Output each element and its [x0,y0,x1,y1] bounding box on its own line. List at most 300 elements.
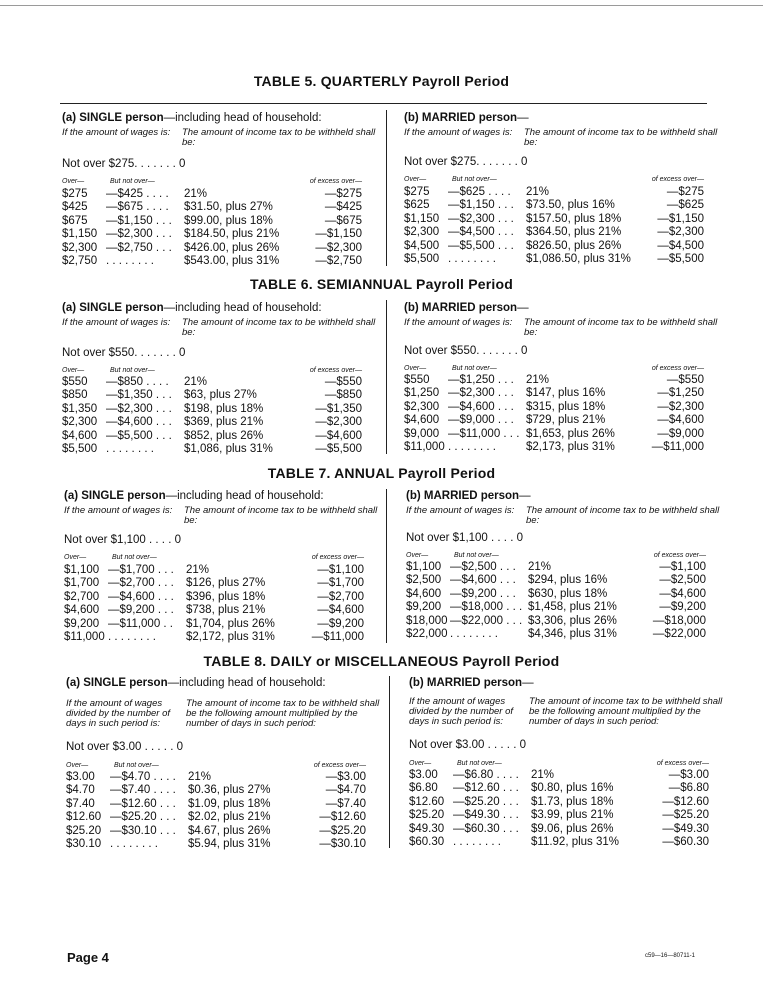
bracket-over: $675 [62,214,88,227]
table-row [404,374,704,387]
but-not-over-subheader: But not over— [452,176,497,183]
bracket-over: $1,350 [62,402,98,415]
bracket-tax: $2,172, plus 31% [186,630,275,643]
bracket-excess-over: —$49.30 [662,822,709,835]
bracket-excess-over: —$625 [666,199,704,212]
bracket-over: $60.30 [409,835,445,848]
bracket-over: $25.20 [66,824,102,837]
bracket-but-not-over: —$1,700 . . . [108,564,174,576]
table-row [404,401,704,414]
bracket-but-not-over: —$60.30 . . . [453,822,519,835]
bracket-tax: $826.50, plus 26% [526,239,622,252]
bracket-over: $2,300 [404,400,440,413]
bracket-but-not-over: —$625 . . . . [448,186,511,198]
tax-column-header: The amount of income tax to be withheld shall be the following amount multiplied by the number of days in such period: [529,696,723,727]
tax-column-header: The amount of income tax to be withheld shall be: [182,317,376,338]
bracket-over: $49.30 [409,822,445,835]
bracket-but-not-over: —$2,300 . . . [106,228,172,241]
bracket-excess-over: —$2,300 [315,416,362,429]
bracket-rows [66,771,366,851]
bracket-excess-over: —$12.60 [319,811,366,824]
but-not-over-subheader: But not over— [457,760,502,767]
bracket-excess-over: —$550 [324,376,362,388]
over-subheader: Over— [62,178,85,185]
bracket-over: $22,000 [406,627,448,640]
section-label-suffix: — [519,490,531,502]
section-label: (b) MARRIED person [406,490,520,502]
bracket-tax: $2,173, plus 31% [526,440,615,453]
bracket-but-not-over: —$9,200 . . . [450,587,516,600]
section-label: (a) SINGLE person [66,677,168,689]
bracket-tax: 21% [526,374,550,386]
bracket-excess-over: —$5,500 [657,252,704,265]
tax-column-header: The amount of income tax to be withheld shall be: [524,317,718,338]
bracket-excess-over: —$2,700 [317,590,364,603]
bracket-tax: $738, plus 21% [186,604,266,617]
bracket-tax: $73.50, plus 16% [526,199,615,212]
bracket-excess-over: —$4,500 [657,239,704,252]
bracket-over: $4,500 [404,239,440,252]
bracket-tax: $1.73, plus 18% [531,795,614,808]
section-label: (a) SINGLE person [62,112,164,124]
bracket-excess-over: —$25.20 [662,809,709,822]
bracket-tax: $1,086.50, plus 31% [526,252,631,265]
bracket-but-not-over: —$675 . . . . [106,201,169,214]
bracket-over: $5,500 [404,252,440,265]
bracket-over: $1,250 [404,387,440,400]
bracket-tax: $0.36, plus 27% [188,784,271,797]
table-row [62,228,362,241]
bracket-but-not-over: —$2,700 . . . [108,577,174,590]
table-row [66,825,366,838]
table-row [409,836,709,849]
table-row [64,564,364,577]
bracket-but-not-over: —$2,300 . . . [448,387,514,400]
excess-over-subheader: of excess over— [311,554,364,561]
bracket-tax: $1,704, plus 26% [186,617,275,630]
but-not-over-subheader: But not over— [454,552,499,559]
not-over-line: Not over $1,100 . . . . 0 [64,534,181,546]
over-subheader: Over— [404,365,427,372]
bracket-excess-over: —$4,600 [315,429,362,442]
table-row [404,387,704,400]
bracket-over: $850 [62,389,88,402]
table-row [62,430,362,443]
bracket-tax: $364.50, plus 21% [526,226,622,239]
column-divider [386,110,387,266]
bracket-over: $2,300 [62,241,98,254]
table-row [62,376,362,389]
bracket-tax: 21% [184,188,208,200]
table-row [406,615,706,628]
wages-column-header: If the amount of wages is: [62,127,171,138]
bracket-but-not-over: —$4.70 . . . . [110,771,176,783]
table-title: TABLE 6. SEMIANNUAL Payroll Period [250,276,513,292]
bracket-tax: $294, plus 16% [528,574,608,587]
bracket-over: $625 [404,199,430,212]
bracket-over: $550 [404,374,430,386]
bracket-over: $7.40 [66,797,95,810]
bracket-excess-over: —$2,500 [659,574,706,587]
bracket-but-not-over: . . . . . . . . [453,835,501,848]
bracket-but-not-over: . . . . . . . . [448,440,496,453]
wages-column-header: If the amount of wages is: [406,505,515,516]
bracket-over: $12.60 [409,795,445,808]
bracket-excess-over: —$275 [666,186,704,198]
table-row [404,240,704,253]
bracket-excess-over: —$675 [324,214,362,227]
bracket-over: $2,300 [404,226,440,239]
bracket-excess-over: —$4,600 [659,587,706,600]
bracket-over: $6.80 [409,782,438,795]
section-label-suffix: —including head of household: [165,490,324,502]
wages-column-header: If the amount of wages is: [62,317,171,328]
bracket-excess-over: —$5,500 [315,442,362,455]
bracket-excess-over: —$22,000 [652,627,706,640]
table-row [62,255,362,268]
bracket-excess-over: —$1,700 [317,577,364,590]
wages-column-header: If the amount of wages is: [404,317,513,328]
table-row [62,443,362,456]
bracket-tax: $543.00, plus 31% [184,254,280,267]
bracket-over: $18,000 [406,614,448,627]
bracket-tax: $63, plus 27% [184,389,257,402]
bracket-over: $5,500 [62,442,98,455]
table-row [406,601,706,614]
bracket-rows [404,374,704,454]
bracket-rows [409,769,709,849]
bracket-but-not-over: —$1,250 . . . [448,374,514,386]
bracket-tax: $126, plus 27% [186,577,266,590]
over-subheader: Over— [64,554,87,561]
table-row [409,782,709,795]
bracket-tax: $1,086, plus 31% [184,442,273,455]
bracket-but-not-over: —$4,600 . . . [450,574,516,587]
table-row [62,389,362,402]
bracket-rows [404,186,704,266]
but-not-over-subheader: But not over— [112,554,157,561]
bracket-but-not-over: —$4,600 . . . [448,400,514,413]
bracket-but-not-over: —$1,350 . . . [106,389,172,402]
bracket-tax: $3.99, plus 21% [531,809,614,822]
not-over-line: Not over $550. . . . . . . 0 [404,345,528,357]
over-subheader: Over— [409,760,432,767]
bracket-over: $3.00 [66,771,95,783]
not-over-line: Not over $550. . . . . . . 0 [62,347,186,359]
bracket-excess-over: —$2,750 [315,254,362,267]
table-title: TABLE 7. ANNUAL Payroll Period [267,465,496,481]
bracket-over: $2,700 [64,590,100,603]
table-row [406,561,706,574]
not-over-line: Not over $1,100 . . . . 0 [406,532,523,544]
bracket-but-not-over: . . . . . . . . [450,627,498,640]
column-divider [389,676,390,848]
table-row [64,631,364,644]
bracket-but-not-over: —$4,600 . . . [108,590,174,603]
bracket-but-not-over: —$49.30 . . . [453,809,519,822]
bracket-but-not-over: —$11,000 . . [108,617,173,630]
page-number: Page 4 [67,950,109,965]
bracket-excess-over: —$1,100 [317,564,364,576]
bracket-tax: 21% [531,769,555,781]
bracket-excess-over: —$425 [324,201,362,214]
bracket-excess-over: —$2,300 [657,400,704,413]
bracket-tax: $852, plus 26% [184,429,264,442]
table-row [409,796,709,809]
bracket-but-not-over: —$1,150 . . . [106,214,172,227]
table-title: TABLE 5. QUARTERLY Payroll Period [253,73,510,89]
bracket-over: $275 [62,188,88,200]
section-label: (b) MARRIED person [409,677,523,689]
table-row [409,809,709,822]
bracket-but-not-over: —$2,500 . . . [450,561,516,573]
bracket-tax: $11.92, plus 31% [531,835,620,848]
bracket-excess-over: —$1,350 [315,402,362,415]
bracket-but-not-over: . . . . . . . . [106,254,154,267]
bracket-but-not-over: —$25.20 . . . [453,795,519,808]
but-not-over-subheader: But not over— [110,178,155,185]
bracket-but-not-over: —$22,000 . . . [450,614,523,627]
bracket-excess-over: —$2,300 [657,226,704,239]
bracket-but-not-over: —$9,000 . . . [448,414,514,427]
over-subheader: Over— [406,552,429,559]
bracket-tax: 21% [526,186,550,198]
table-row [64,591,364,604]
table-row [62,416,362,429]
bracket-excess-over: —$1,150 [315,228,362,241]
bracket-over: $9,000 [404,427,440,440]
bracket-tax: $2.02, plus 21% [188,811,271,824]
table-row [62,188,362,201]
bracket-tax: $1,653, plus 26% [526,427,615,440]
bracket-but-not-over: —$850 . . . . [106,376,169,388]
over-subheader: Over— [66,762,89,769]
table-row [404,199,704,212]
bracket-tax: $3,306, plus 26% [528,614,617,627]
print-code: c59—16—80711-1 [645,953,695,959]
bracket-excess-over: —$11,000 [311,630,364,643]
bracket-excess-over: —$3.00 [325,771,366,783]
bracket-over: $12.60 [66,811,102,824]
but-not-over-subheader: But not over— [114,762,159,769]
not-over-line: Not over $3.00 . . . . . 0 [409,739,526,751]
bracket-over: $1,100 [64,564,100,576]
excess-over-subheader: of excess over— [651,176,704,183]
table-row [62,242,362,255]
table-row [66,771,366,784]
bracket-tax: $630, plus 18% [528,587,608,600]
section-label-suffix: — [517,112,529,124]
but-not-over-subheader: But not over— [110,367,155,374]
bracket-tax: $184.50, plus 21% [184,228,280,241]
bracket-over: $1,150 [62,228,98,241]
bracket-over: $2,500 [406,574,442,587]
bracket-excess-over: —$550 [666,374,704,386]
bracket-but-not-over: —$425 . . . . [106,188,169,200]
excess-over-subheader: of excess over— [313,762,366,769]
bracket-rows [62,376,362,456]
bracket-but-not-over: . . . . . . . . [106,442,154,455]
over-subheader: Over— [404,176,427,183]
bracket-over: $1,150 [404,212,440,225]
column-divider [386,489,387,643]
bracket-over: $25.20 [409,809,445,822]
bracket-excess-over: —$25.20 [319,824,366,837]
bracket-but-not-over: —$1,150 . . . [448,199,514,212]
table-row [66,838,366,851]
bracket-excess-over: —$18,000 [652,614,706,627]
section-label: (a) SINGLE person [64,490,166,502]
bracket-over: $9,200 [406,601,442,614]
bracket-over: $11,000 [404,440,445,453]
bracket-over: $3.00 [409,769,438,781]
bracket-over: $2,750 [62,254,98,267]
excess-over-subheader: of excess over— [656,760,709,767]
bracket-but-not-over: —$2,300 . . . [106,402,172,415]
bracket-over: $30.10 [66,837,102,850]
bracket-excess-over: —$3.00 [668,769,709,781]
bracket-tax: $31.50, plus 27% [184,201,273,214]
bracket-but-not-over: —$12.60 . . . [453,782,519,795]
section-label-suffix: —including head of household: [167,677,326,689]
bracket-but-not-over: . . . . . . . . [448,252,496,265]
bracket-tax: $1,458, plus 21% [528,601,617,614]
bracket-tax: $157.50, plus 18% [526,212,622,225]
bracket-tax: $198, plus 18% [184,402,264,415]
bracket-over: $9,200 [64,617,100,630]
tax-column-header: The amount of income tax to be withheld shall be: [526,505,720,526]
section-label-suffix: — [522,677,534,689]
bracket-excess-over: —$4,600 [657,414,704,427]
excess-over-subheader: of excess over— [653,552,706,559]
bracket-over: $4,600 [404,414,440,427]
wages-column-header: If the amount of wages is: [404,127,513,138]
bracket-tax: $4,346, plus 31% [528,627,617,640]
not-over-line: Not over $275. . . . . . . 0 [404,156,528,168]
bracket-excess-over: —$30.10 [319,837,366,850]
table-row [404,414,704,427]
wages-column-header: If the amount of wages divided by the number of days in such period is: [66,698,171,729]
table-row [64,604,364,617]
table-row [404,213,704,226]
bracket-but-not-over: —$5,500 . . . [448,239,514,252]
bracket-but-not-over: —$30.10 . . . [110,824,176,837]
bracket-over: $4,600 [64,604,100,617]
column-divider [386,300,387,454]
bracket-tax: $396, plus 18% [186,590,266,603]
bracket-excess-over: —$6.80 [668,782,709,795]
bracket-but-not-over: —$5,500 . . . [106,429,172,442]
table-row [62,201,362,214]
bracket-but-not-over: . . . . . . . . [108,630,156,643]
bracket-tax: $0.80, plus 16% [531,782,614,795]
table-row [62,215,362,228]
bracket-tax: $1.09, plus 18% [188,797,271,810]
table-row [406,588,706,601]
tax-column-header: The amount of income tax to be withheld shall be: [182,127,376,148]
section-label: (a) SINGLE person [62,302,164,314]
bracket-over: $11,000 [64,630,105,643]
bracket-over: $425 [62,201,88,214]
bracket-excess-over: —$1,100 [659,561,706,573]
section-label-suffix: —including head of household: [163,112,322,124]
bracket-over: $275 [404,186,430,198]
bracket-over: $2,300 [62,416,98,429]
section-label: (b) MARRIED person [404,302,518,314]
bracket-over: $550 [62,376,88,388]
table-row [404,428,704,441]
bracket-excess-over: —$275 [324,188,362,200]
over-subheader: Over— [62,367,85,374]
table-row [404,253,704,266]
bracket-tax: 21% [188,771,212,783]
table-row [406,574,706,587]
bracket-tax: $426.00, plus 26% [184,241,280,254]
tax-column-header: The amount of income tax to be withheld shall be the following amount multiplied by the number of days in such period: [186,698,380,729]
bracket-excess-over: —$9,000 [657,427,704,440]
bracket-excess-over: —$7.40 [325,797,366,810]
table-row [66,811,366,824]
bracket-but-not-over: —$4,500 . . . [448,226,514,239]
bracket-rows [62,188,362,268]
bracket-over: $4,600 [406,587,442,600]
bracket-tax: $5.94, plus 31% [188,837,271,850]
table-row [66,798,366,811]
table-row [406,628,706,641]
bracket-tax: 21% [186,564,210,576]
bracket-excess-over: —$60.30 [662,835,709,848]
bracket-tax: $9.06, plus 26% [531,822,614,835]
wages-column-header: If the amount of wages is: [64,505,173,516]
bracket-excess-over: —$2,300 [315,241,362,254]
tax-column-header: The amount of income tax to be withheld shall be: [524,127,718,148]
bracket-rows [64,564,364,644]
bracket-but-not-over: . . . . . . . . [110,837,158,850]
table-row [409,769,709,782]
bracket-over: $4,600 [62,429,98,442]
bracket-rows [406,561,706,641]
bracket-tax: $315, plus 18% [526,400,606,413]
bracket-excess-over: —$4,600 [317,604,364,617]
bracket-but-not-over: —$11,000 . . . [448,427,520,440]
bracket-but-not-over: —$6.80 . . . . [453,769,519,781]
table-row [409,823,709,836]
bracket-tax: $147, plus 16% [526,387,606,400]
table-row [66,784,366,797]
bracket-excess-over: —$11,000 [651,440,704,453]
bracket-but-not-over: —$12.60 . . . [110,797,176,810]
bracket-but-not-over: —$7.40 . . . . [110,784,176,797]
section-label-suffix: —including head of household: [163,302,322,314]
bracket-tax: 21% [528,561,552,573]
table-row [404,441,704,454]
bracket-excess-over: —$12.60 [662,795,709,808]
bracket-but-not-over: —$25.20 . . . [110,811,176,824]
bracket-over: $4.70 [66,784,95,797]
bracket-excess-over: —$1,250 [657,387,704,400]
bracket-excess-over: —$9,200 [317,617,364,630]
bracket-tax: $99.00, plus 18% [184,214,273,227]
bracket-excess-over: —$1,150 [657,212,704,225]
bracket-but-not-over: —$2,300 . . . [448,212,514,225]
excess-over-subheader: of excess over— [309,178,362,185]
but-not-over-subheader: But not over— [452,365,497,372]
wages-column-header: If the amount of wages divided by the number of days in such period is: [409,696,514,727]
not-over-line: Not over $275. . . . . . . 0 [62,158,186,170]
tax-column-header: The amount of income tax to be withheld shall be: [184,505,378,526]
bracket-but-not-over: —$18,000 . . . [450,601,523,614]
excess-over-subheader: of excess over— [651,365,704,372]
